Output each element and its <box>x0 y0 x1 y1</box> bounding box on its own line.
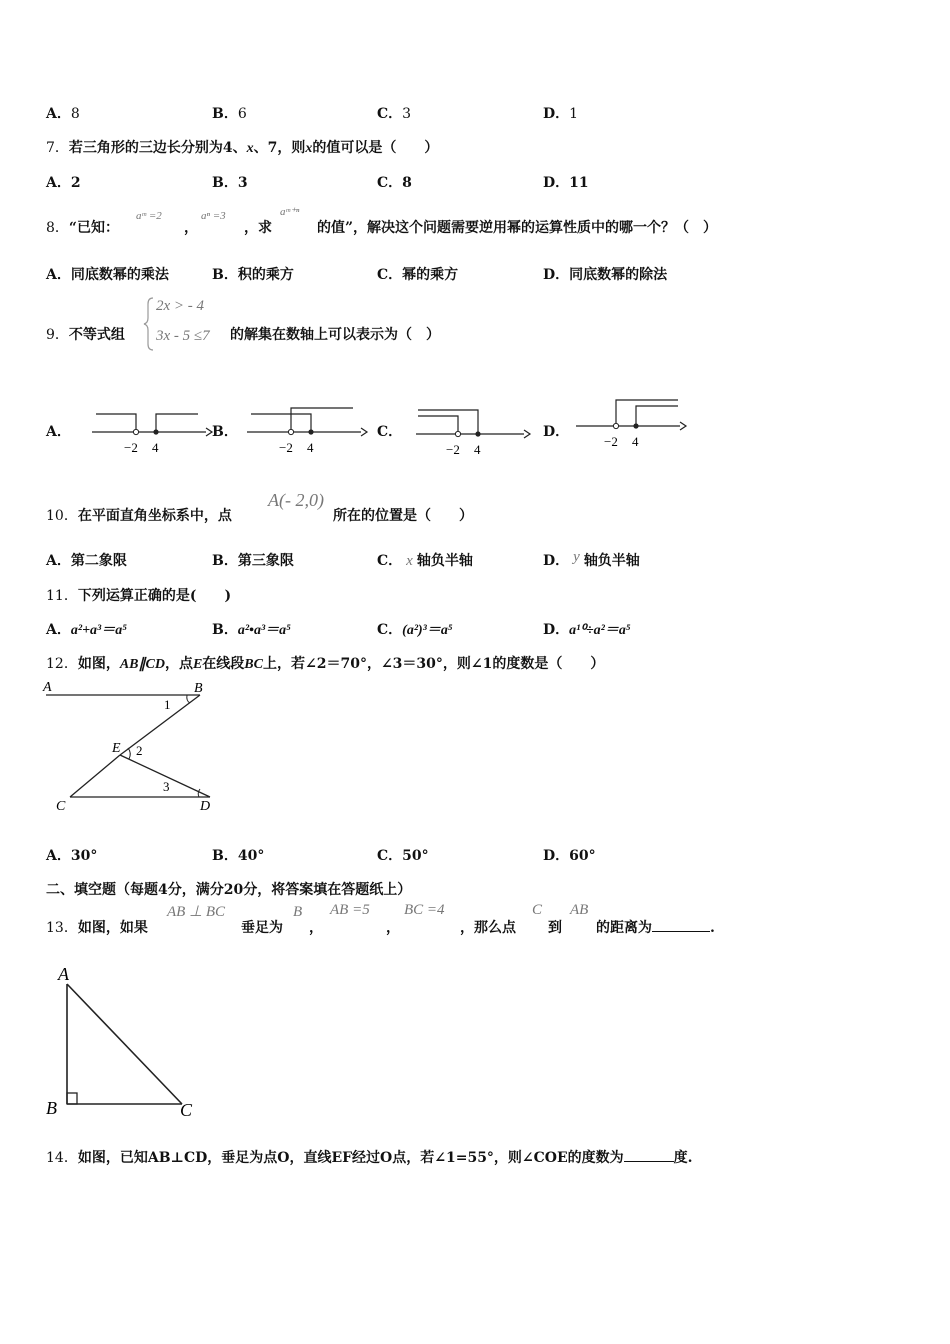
section-2-title: 二、填空题（每题4分，满分20分，将答案填在答题纸上） <box>46 882 412 898</box>
q11-option-d: D．a¹⁰÷a²＝a⁵ <box>543 622 631 638</box>
axis-label-neg: −2 <box>446 442 460 457</box>
axis-label-neg: −2 <box>279 440 293 455</box>
q10-point: A(- 2,0) <box>268 490 324 510</box>
q8-ask: ，求 <box>244 220 272 236</box>
q10-stem-end: 所在的位置是（ ） <box>333 508 473 524</box>
q10-option-b: B．第三象限 <box>212 553 294 569</box>
q9-numberline-b <box>245 402 370 458</box>
q13-figure <box>44 960 204 1120</box>
q13-sep1: ， <box>309 920 323 936</box>
q13-sep2: ， <box>386 920 400 936</box>
q14-stem: 14．如图，已知AB⊥CD，垂足为点O，直线EF经过O点，若∠1=55°，则∠COE的度数为 度. <box>46 1150 693 1166</box>
q8-option-c: C．幂的乘方 <box>377 267 459 283</box>
q14-answer-blank[interactable] <box>624 1149 674 1162</box>
q9-number: 9．不等式组 <box>46 327 125 343</box>
q12-option-d: D．60° <box>543 848 596 864</box>
q8-cond1: aᵐ =2 <box>136 210 162 222</box>
q9-option-b: B． <box>212 424 238 440</box>
q8-option-d: D．同底数幂的除法 <box>543 267 668 283</box>
q6-option-d: D．1 <box>543 106 579 122</box>
q8-cond2: aⁿ =3 <box>201 210 226 222</box>
axis-label-neg: −2 <box>124 440 138 455</box>
fig-label-e: E <box>112 741 121 756</box>
q9-option-c: C． <box>377 424 403 440</box>
q8-comma: ， <box>184 220 198 236</box>
q13-stem-d: 到 <box>548 920 562 936</box>
q7-option-c: C．8 <box>377 175 412 191</box>
q9-option-a: A． <box>46 424 71 440</box>
fig-label-c: C <box>56 799 66 814</box>
axis-label-pos: 4 <box>632 434 639 449</box>
fig-label-b: B <box>194 681 203 696</box>
fig-label-angle2: 2 <box>136 743 143 758</box>
q12-option-a: A．30° <box>46 848 98 864</box>
q9-option-d: D． <box>543 424 570 440</box>
q7-option-a: A．2 <box>46 175 81 191</box>
q11-option-c: C．(a²)³＝a⁵ <box>377 622 453 638</box>
q13-foot: B <box>293 904 303 920</box>
q9-numberline-a <box>90 408 210 458</box>
q9-numberline-c <box>414 404 534 460</box>
q8-expr: aᵐ⁺ⁿ <box>280 206 300 218</box>
q6-option-b: B．6 <box>212 106 247 122</box>
q11-stem: 11．下列运算正确的是( ) <box>46 588 232 604</box>
q13-cond3: BC =4 <box>404 902 445 918</box>
q9-ineq1: 2x > - 4 <box>156 298 205 314</box>
q9-numberline-d <box>574 396 694 452</box>
axis-label-pos: 4 <box>307 440 314 455</box>
q7-option-b: B．3 <box>212 175 248 191</box>
q12-option-c: C．50° <box>377 848 429 864</box>
q8-option-b: B．积的乘方 <box>212 267 294 283</box>
q9-stem-end: 的解集在数轴上可以表示为（ ） <box>230 327 440 343</box>
q7-stem: 7．若三角形的三边长分别为4、x、7，则x的值可以是（ ） <box>46 140 439 156</box>
fig-label-angle1: 1 <box>164 697 171 712</box>
q8-stem-end: 的值”，解决这个问题需要逆用幂的运算性质中的哪一个？（ ） <box>317 220 718 236</box>
fig-label-a: A <box>58 964 69 984</box>
q13-cond2: AB =5 <box>330 902 370 918</box>
fig-label-c: C <box>180 1100 193 1120</box>
q10-option-a: A．第二象限 <box>46 553 127 569</box>
q13-line: AB <box>570 902 589 918</box>
q11-option-b: B．a²•a³＝a⁵ <box>212 622 292 638</box>
q13-answer-blank[interactable] <box>652 919 710 932</box>
q6-option-c: C．3 <box>377 106 412 122</box>
q8-stem: 8．“已知： <box>46 220 119 236</box>
q7-option-d: D．11 <box>543 175 589 191</box>
q6-option-a: A．8 <box>46 106 80 122</box>
q13-number: 13．如图，如果 <box>46 920 148 936</box>
q10-option-c: C． x 轴负半轴 <box>377 553 473 569</box>
fig-label-angle3: 3 <box>163 779 170 794</box>
q13-stem-e: 的距离为 . <box>596 920 715 936</box>
q13-stem-b: 垂足为 <box>241 920 283 936</box>
axis-label-neg: −2 <box>604 434 618 449</box>
q12-stem: 12．如图，AB∥CD，点E在线段BC上，若∠2＝70°，∠3＝30°，则∠1的度数是（ ） <box>46 656 605 672</box>
q8-option-a: A．同底数幂的乘法 <box>46 267 169 283</box>
q11-option-a: A．a²+a³＝a⁵ <box>46 622 128 638</box>
fig-label-b: B <box>46 1098 57 1118</box>
q10-option-d: D． y 轴负半轴 <box>543 549 640 569</box>
q13-stem-c: ，那么点 <box>460 920 516 936</box>
q13-pt-c: C <box>532 902 543 918</box>
axis-label-pos: 4 <box>474 442 481 457</box>
q9-ineq2: 3x - 5 ≤7 <box>156 328 210 344</box>
axis-label-pos: 4 <box>152 440 159 455</box>
q9-brace <box>143 296 155 352</box>
fig-label-a: A <box>43 680 52 695</box>
q10-stem: 10．在平面直角坐标系中，点 <box>46 508 232 524</box>
q13-cond1: AB ⊥ BC <box>167 904 226 920</box>
fig-label-d: D <box>200 799 211 814</box>
q12-figure <box>40 678 220 816</box>
q12-option-b: B．40° <box>212 848 265 864</box>
